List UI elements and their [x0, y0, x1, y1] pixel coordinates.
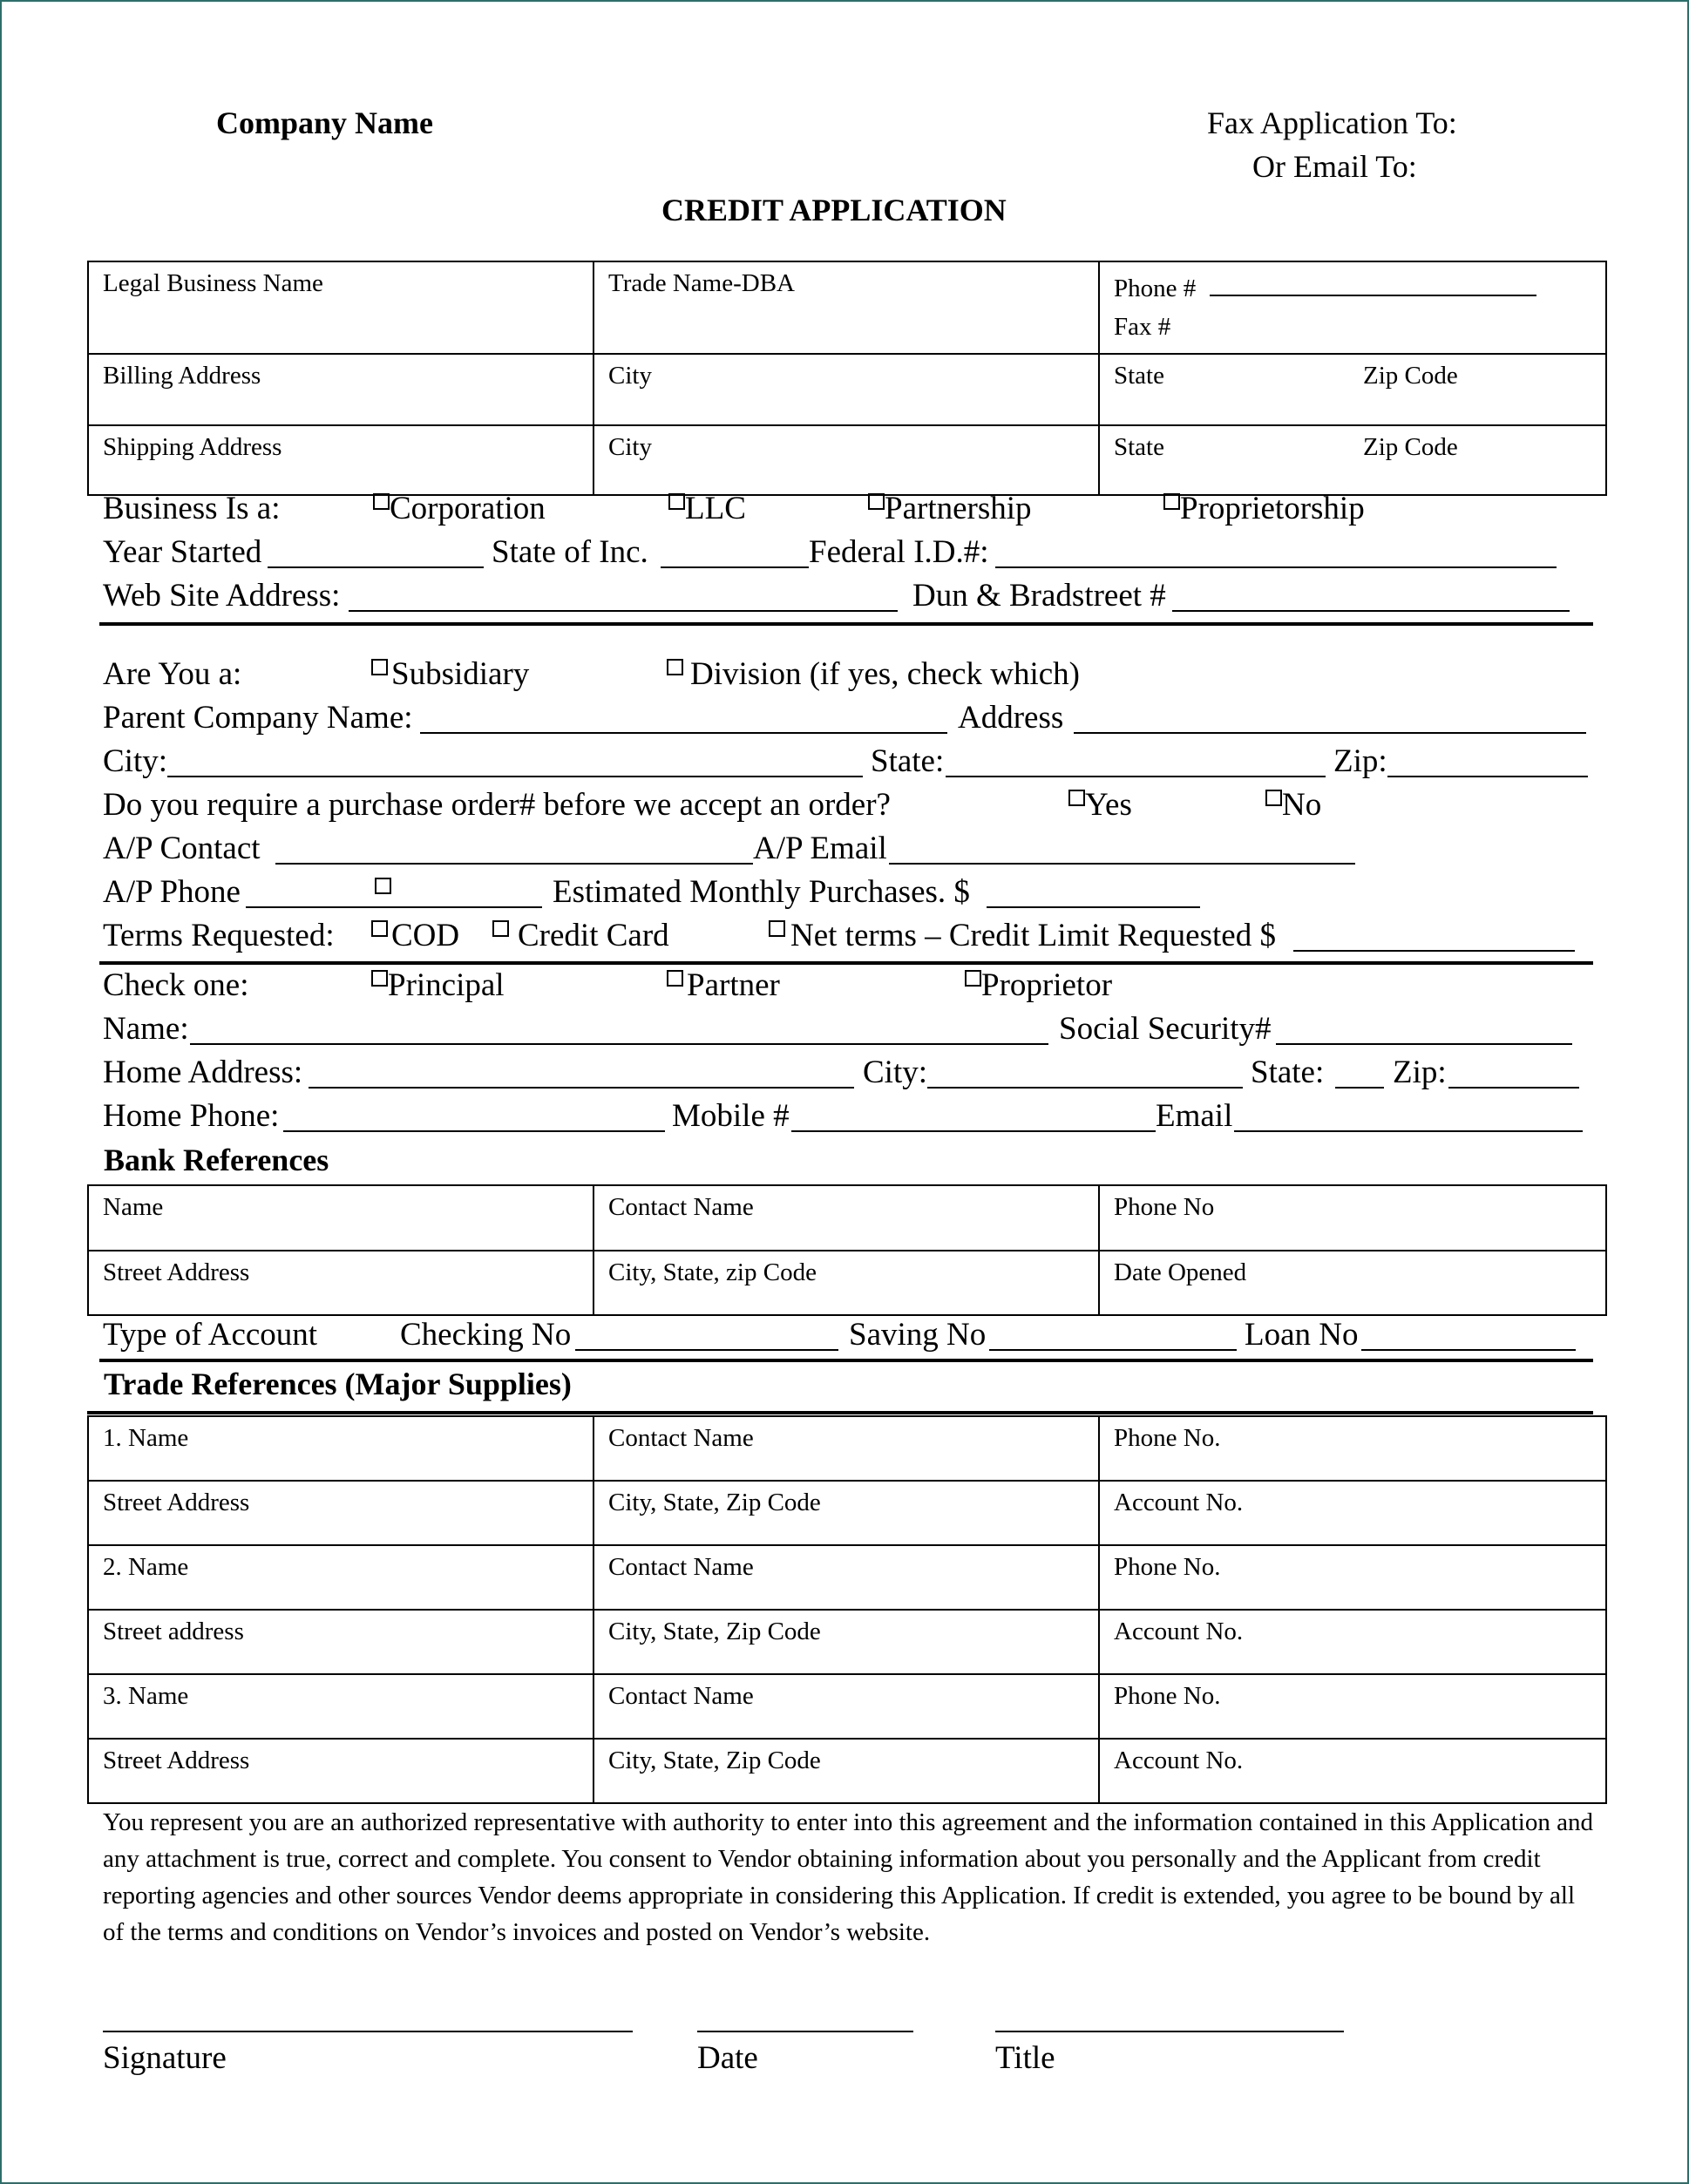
bank-name-label: Name	[103, 1193, 164, 1221]
trade-3-street-cell[interactable]	[88, 1739, 594, 1803]
option-partnership[interactable]	[868, 490, 1032, 527]
cod-label: COD	[391, 918, 460, 953]
option-po-yes[interactable]	[1068, 786, 1132, 824]
division-label: Division (if yes, check which)	[690, 656, 1080, 692]
parent-address-field[interactable]	[1074, 732, 1586, 734]
title-line[interactable]	[995, 2031, 1344, 2032]
option-llc[interactable]	[668, 490, 746, 527]
company-name: Company Name	[216, 105, 433, 140]
page-title: CREDIT APPLICATION	[661, 193, 1007, 227]
trade-3-account-cell[interactable]	[1099, 1739, 1606, 1803]
trade-3-account-label: Account No.	[1114, 1747, 1244, 1774]
loan-field[interactable]	[1361, 1349, 1576, 1351]
trade-3-city-cell[interactable]	[594, 1739, 1099, 1803]
bank-street-label: Street Address	[103, 1258, 250, 1286]
bank-city-cell[interactable]	[594, 1251, 1099, 1315]
option-partner[interactable]	[667, 967, 780, 1004]
parent-zip-field[interactable]	[1387, 776, 1588, 777]
federal-id-label: Federal I.D.#:	[809, 534, 989, 570]
trade-2-account-label: Account No.	[1114, 1618, 1244, 1645]
dun-bradstreet-label: Dun & Bradstreet #	[912, 578, 1166, 614]
signature-line[interactable]	[103, 2031, 633, 2032]
billing-address-cell[interactable]	[88, 354, 594, 425]
trade-2-phone-label: Phone No.	[1114, 1553, 1221, 1581]
date-label: Date	[697, 2040, 758, 2076]
subsidiary-label: Subsidiary	[391, 656, 530, 692]
web-site-field[interactable]	[349, 610, 898, 612]
trade-table-top-rule	[87, 1411, 1593, 1414]
billing-city-cell[interactable]	[594, 354, 1099, 425]
home-state-label: State:	[1251, 1055, 1325, 1090]
trade-1-account-cell[interactable]	[1099, 1481, 1606, 1545]
ap-phone-label: A/P Phone	[103, 874, 241, 910]
ap-phone-checkbox[interactable]	[375, 878, 391, 894]
credit-limit-field[interactable]	[1293, 950, 1575, 952]
billing-address-label: Billing Address	[103, 362, 261, 390]
trade-1-account-label: Account No.	[1114, 1489, 1244, 1516]
proprietorship-label: Proprietorship	[1180, 491, 1365, 526]
check-one-label: Check one:	[103, 967, 249, 1003]
state-inc-field[interactable]	[661, 566, 809, 568]
parent-city-label: City:	[103, 743, 168, 779]
option-division[interactable]	[667, 655, 1080, 693]
option-credit-card[interactable]	[492, 917, 669, 954]
billing-state-zip-cell[interactable]	[1099, 354, 1606, 425]
shipping-address-cell[interactable]	[88, 425, 594, 495]
parent-state-field[interactable]	[946, 776, 1326, 777]
cod-checkbox[interactable]	[371, 920, 388, 937]
parent-zip-label: Zip:	[1333, 743, 1387, 779]
option-proprietor[interactable]	[965, 967, 1112, 1004]
email-to-label: Or Email To:	[1252, 149, 1417, 184]
trade-1-contact-label: Contact Name	[608, 1424, 754, 1452]
trade-3-street-label: Street Address	[103, 1747, 250, 1774]
section-divider-2	[99, 961, 1593, 965]
option-principal[interactable]	[371, 967, 505, 1004]
corporation-checkbox[interactable]	[373, 493, 390, 510]
billing-zip-label: Zip Code	[1363, 362, 1458, 390]
billing-city-label: City	[608, 362, 652, 390]
bank-phone-cell[interactable]	[1099, 1185, 1606, 1251]
fax-label: Fax #	[1114, 313, 1171, 341]
bank-phone-label: Phone No	[1114, 1193, 1215, 1221]
subsidiary-checkbox[interactable]	[371, 659, 388, 675]
parent-company-field[interactable]	[420, 732, 947, 734]
bank-contact-cell[interactable]	[594, 1185, 1099, 1251]
trade-name-cell[interactable]	[594, 261, 1099, 354]
ap-email-label: A/P Email	[753, 831, 887, 866]
po-no-checkbox[interactable]	[1265, 790, 1282, 806]
home-state-field[interactable]	[1335, 1087, 1384, 1089]
partner-checkbox[interactable]	[667, 970, 683, 987]
principal-label: Principal	[388, 967, 505, 1003]
loan-label: Loan No	[1245, 1317, 1359, 1353]
parent-city-field[interactable]	[167, 776, 863, 777]
saving-label: Saving No	[849, 1317, 987, 1353]
option-cod[interactable]	[371, 917, 459, 954]
date-line[interactable]	[697, 2031, 913, 2032]
trade-1-city-cell[interactable]	[594, 1481, 1099, 1545]
billing-state-label: State	[1114, 362, 1164, 390]
home-zip-label: Zip:	[1393, 1055, 1447, 1090]
trade-1-phone-label: Phone No.	[1114, 1424, 1221, 1452]
corporation-label: Corporation	[390, 491, 546, 526]
shipping-city-cell[interactable]	[594, 425, 1099, 495]
principal-checkbox[interactable]	[371, 970, 388, 987]
trade-1-city-label: City, State, Zip Code	[608, 1489, 821, 1516]
proprietorship-checkbox[interactable]	[1163, 493, 1180, 510]
trade-1-name-cell[interactable]	[88, 1416, 594, 1481]
bank-references-table	[87, 1184, 1607, 1316]
division-checkbox[interactable]	[667, 659, 683, 675]
shipping-city-label: City	[608, 433, 652, 461]
partnership-checkbox[interactable]	[868, 493, 885, 510]
home-city-field[interactable]	[927, 1087, 1243, 1089]
trade-3-name-cell[interactable]	[88, 1674, 594, 1739]
bank-date-cell[interactable]	[1099, 1251, 1606, 1315]
credit-card-checkbox[interactable]	[492, 920, 509, 937]
checking-label: Checking No	[400, 1317, 572, 1353]
bank-contact-label: Contact Name	[608, 1193, 754, 1221]
section-divider	[99, 622, 1593, 626]
shipping-zip-label: Zip Code	[1363, 433, 1458, 461]
legal-business-name-label: Legal Business Name	[103, 269, 323, 297]
option-subsidiary[interactable]	[371, 655, 529, 693]
ap-contact-field[interactable]	[275, 863, 753, 865]
mobile-field[interactable]	[791, 1130, 1156, 1132]
credit-card-label: Credit Card	[518, 918, 669, 953]
trade-2-city-cell[interactable]	[594, 1610, 1099, 1674]
saving-field[interactable]	[989, 1349, 1237, 1351]
llc-label: LLC	[685, 491, 746, 526]
trade-3-contact-cell[interactable]	[594, 1674, 1099, 1739]
ap-email-field[interactable]	[889, 863, 1355, 865]
shipping-address-label: Shipping Address	[103, 433, 282, 461]
po-no-label: No	[1282, 787, 1322, 823]
proprietor-checkbox[interactable]	[965, 970, 981, 987]
partner-label: Partner	[687, 967, 780, 1003]
web-site-label: Web Site Address:	[103, 578, 341, 614]
home-phone-field[interactable]	[283, 1130, 665, 1132]
trade-1-contact-cell[interactable]	[594, 1416, 1099, 1481]
bank-date-label: Date Opened	[1114, 1258, 1247, 1286]
trade-3-phone-cell[interactable]	[1099, 1674, 1606, 1739]
trade-1-street-cell[interactable]	[88, 1481, 594, 1545]
bank-references-heading: Bank References	[104, 1143, 329, 1177]
trade-2-street-cell[interactable]	[88, 1610, 594, 1674]
po-question: Do you require a purchase order# before we accept an order?	[103, 787, 891, 823]
trade-name-label: Trade Name-DBA	[608, 269, 795, 297]
signature-label: Signature	[103, 2040, 227, 2076]
ssn-field[interactable]	[1276, 1043, 1572, 1045]
trade-2-name-label: 2. Name	[103, 1553, 189, 1581]
est-purchases-field[interactable]	[987, 906, 1200, 908]
option-corporation[interactable]	[373, 490, 546, 527]
partnership-label: Partnership	[885, 491, 1032, 526]
principal-name-field[interactable]	[190, 1043, 1048, 1045]
trade-3-city-label: City, State, Zip Code	[608, 1747, 821, 1774]
phone-fax-cell[interactable]	[1099, 261, 1606, 354]
type-of-account-label: Type of Account	[103, 1317, 318, 1353]
principal-email-label: Email	[1156, 1098, 1233, 1134]
disclaimer-text: You represent you are an authorized representative with authority to enter into this agreement and the information contained in this Application and any attachment is true, correct and complete. You consent to Vendor obtaining information about you personally and the Applicant from credit reporting agencies and other sources Vendor deems appropriate in considering this Application. If credit is extended, you agree to be bound by all of the terms and conditions on Vendor’s invoices and posted on Vendor’s website.	[103, 1808, 1593, 1946]
trade-1-name-label: 1. Name	[103, 1424, 189, 1452]
trade-references-heading: Trade References (Major Supplies)	[104, 1367, 572, 1401]
title-label: Title	[995, 2040, 1055, 2076]
mobile-label: Mobile #	[672, 1098, 790, 1134]
ap-phone-field[interactable]	[246, 906, 542, 908]
trade-3-name-label: 3. Name	[103, 1682, 189, 1710]
fax-to-label: Fax Application To:	[1207, 105, 1457, 140]
phone-label: Phone #	[1114, 275, 1197, 302]
year-started-field[interactable]	[268, 566, 484, 568]
po-yes-checkbox[interactable]	[1068, 790, 1085, 806]
home-address-field[interactable]	[309, 1087, 854, 1089]
bank-street-cell[interactable]	[88, 1251, 594, 1315]
po-yes-label: Yes	[1085, 787, 1132, 823]
ap-phone-checkbox-box[interactable]	[375, 878, 391, 894]
parent-state-label: State:	[871, 743, 945, 779]
trade-2-account-cell[interactable]	[1099, 1610, 1606, 1674]
ssn-label: Social Security#	[1059, 1011, 1272, 1047]
trade-2-phone-cell[interactable]	[1099, 1545, 1606, 1610]
state-inc-label: State of Inc.	[492, 534, 648, 570]
federal-id-field[interactable]	[995, 566, 1557, 568]
est-purchases-label: Estimated Monthly Purchases. $	[553, 874, 970, 910]
dun-bradstreet-field[interactable]	[1172, 610, 1570, 612]
net-terms-label: Net terms – Credit Limit Requested $	[790, 918, 1276, 953]
option-net-terms[interactable]	[769, 917, 1276, 954]
checking-field[interactable]	[575, 1349, 838, 1351]
trade-3-contact-label: Contact Name	[608, 1682, 754, 1710]
proprietor-label: Proprietor	[981, 967, 1113, 1003]
home-phone-label: Home Phone:	[103, 1098, 280, 1134]
shipping-state-label: State	[1114, 433, 1164, 461]
trade-1-street-label: Street Address	[103, 1489, 250, 1516]
option-proprietorship[interactable]	[1163, 490, 1365, 527]
section-divider-3	[99, 1359, 1593, 1362]
business-info-table	[87, 261, 1607, 496]
year-started-label: Year Started	[103, 534, 262, 570]
home-address-label: Home Address:	[103, 1055, 303, 1090]
trade-2-contact-label: Contact Name	[608, 1553, 754, 1581]
trade-2-street-label: Street address	[103, 1618, 244, 1645]
trade-1-phone-cell[interactable]	[1099, 1416, 1606, 1481]
shipping-state-zip-cell[interactable]	[1099, 425, 1606, 495]
trade-references-table	[87, 1415, 1607, 1804]
terms-label: Terms Requested:	[103, 918, 335, 953]
bank-name-cell[interactable]	[88, 1185, 594, 1251]
trade-3-phone-label: Phone No.	[1114, 1682, 1221, 1710]
home-city-label: City:	[863, 1055, 928, 1090]
net-terms-checkbox[interactable]	[769, 920, 785, 937]
llc-checkbox[interactable]	[668, 493, 685, 510]
are-you-label: Are You a:	[103, 656, 242, 692]
trade-2-contact-cell[interactable]	[594, 1545, 1099, 1610]
parent-address-label: Address	[958, 700, 1064, 736]
phone-line	[1210, 272, 1536, 296]
parent-company-label: Parent Company Name:	[103, 700, 413, 736]
trade-2-name-cell[interactable]	[88, 1545, 594, 1610]
bank-city-label: City, State, zip Code	[608, 1258, 817, 1286]
principal-email-field[interactable]	[1234, 1130, 1583, 1132]
home-zip-field[interactable]	[1448, 1087, 1579, 1089]
legal-business-name-cell[interactable]	[88, 261, 594, 354]
ap-contact-label: A/P Contact	[103, 831, 261, 866]
trade-2-city-label: City, State, Zip Code	[608, 1618, 821, 1645]
option-po-no[interactable]	[1265, 786, 1321, 824]
business-type-label: Business Is a:	[103, 491, 281, 526]
principal-name-label: Name:	[103, 1011, 189, 1047]
